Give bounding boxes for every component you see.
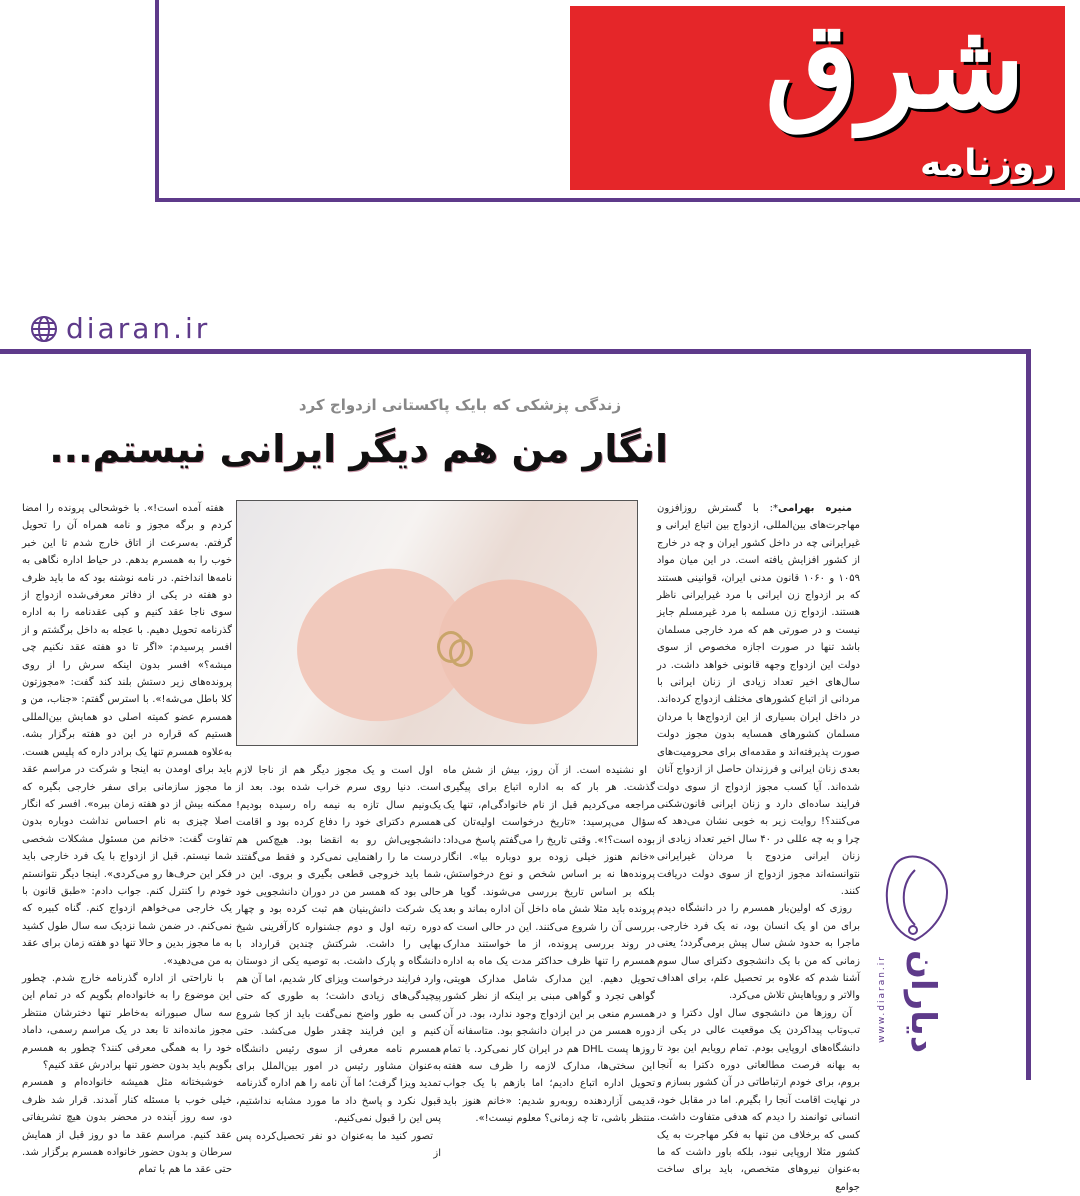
article-column-2 — [443, 762, 655, 1128]
clipping-frame-right — [1026, 349, 1031, 1080]
paragraph: *: با گسترش روزافزون مهاجرت‌های بین‌المللی، ازدواج بین اتباع ایرانی و غیرایرانی چه در داخل کشور ایران و چه در خارج از کشور افزایش یافته است. در این میان مواد ۱۰۵۹ و ۱۰۶۰ قانون مدنی ایران، قوانینی هستند که بر ازدواج زن ایرانی با مرد غیرایرانی ناظر هستند. ازدواج زن مسلمه با مرد غیرمسلم جایز نیست و در صورتی هم که مرد خارجی مسلمان باشد تنها در صورت اجازه مخصوص از سوی دولت این ازدواج وجهه قانونی خواهد داشت. در سال‌های اخیر تعداد زیادی از زنان ایرانی با مردانی از اتباع کشورهای مختلف ازدواج کرده‌اند. در داخل ایران بسیاری از این ازدواج‌ها با مردان مسلمان کشورهای همسایه بدون مجوز دولت صورت پذیرفته‌اند و مقدمه‌ای برای محرومیت‌های بعدی زنان ایرانی و فرزندان حاصل از ازدواج آنان شده‌اند. آیا کسب مجوز ازدواج از سوی دولت فرایند ساده‌ای دارد و زنان ایرانی قانون‌شکنی می‌کنند؟! روایت زیر به خوبی نشان می‌دهد که چرا و به چه عللی در ۴۰ سال اخیر تعداد زیادی از زنان ایرانی مزدوج با مردان غیرایرانی نتوانسته‌اند مجوز ازدواج از سوی دولت دریافت کنند. — [657, 503, 861, 897]
paragraph: خوشبختانه مثل همیشه خانواده‌ام و همسرم خیلی خوب با مسئله کنار آمدند. قرار شد ظرف دو، سه روز آینده در محضر بدون هیچ تشریفاتی عقد کنیم. مراسم عقد ما دو روز قبل از همایش سرطان و بدون حضور خانواده همسرم برگزار شد. حتی عقد ما هم با تمام — [22, 1077, 232, 1176]
header-frame-bottom — [155, 198, 1080, 202]
paragraph: تصور کنید ما به‌عنوان دو نفر تحصیل‌کرده پس از — [236, 1130, 441, 1159]
paragraph: با ناراحتی از اداره گذرنامه خارج شدم. چطور این موضوع را به خانواده‌ام بگویم که در تمام این سه سال صبورانه به‌خاطر تنها دخترشان منتظر مجوز مانده‌اند تا بعد در یک مراسم رسمی، داماد خود را به همگی معرفی کنند؟ چطور به همسرم بگویم باید بدون حضور تنها برادرش عقد کنیم؟ — [22, 972, 232, 1071]
watermark-url: www.diaran.ir — [877, 955, 887, 1043]
author-name: منیره بهرامی — [778, 503, 852, 514]
newspaper-logo — [570, 6, 1065, 190]
globe-icon — [30, 315, 58, 343]
article-column-3 — [236, 762, 441, 1162]
diaran-watermark — [875, 850, 955, 1070]
paragraph: او نشنیده است. از آن روز، بیش از شش ماه گذشت. هر بار که به اداره اتباع برای پیگیری مراجعه می‌کردیم قبل از نام خانوادگی‌ام، تنها یک سؤال می‌پرسید: «تاریخ درخواست اولیه‌تان کی بوده است؟!». وقتی تاریخ را می‌گفتم پاسخ می‌داد: «خانم هنوز خیلی زوده برو دوباره بیا». انگار پرونده‌ها نه بر اساس شخص و نوع درخواستش، بلکه بر اساس تاریخ بررسی می‌شوند. گویا هر پرونده باید مثلا شش ماه داخل آن اداره بماند و بعد بررسی آن را شروع می‌کنند. این در حالی است که در روند بررسی پرونده، از ما خواستند مدارک همسرم را تنها ظرف حداکثر مدت یک ماه به اداره تحویل دهیم. این مدارک شامل مدارک هویتی، گواهی تجرد و گواهی مبنی بر اینکه از نظر کشور همسرم منعی بر این ازدواج وجود ندارد، بود. در آن دوره همسر من در ایران دانشجو بود. متاسفانه آن روزها پست DHL هم در ایران کار نمی‌کرد. با تمام این سختی‌ها، مدارک لازمه را ظرف سه هفته تحویل اداره اتباع دادیم؛ اما بازهم با یک جواب قدیمی آزاردهنده روبه‌رو شدیم: «خانم هنوز باید منتظر باشی، تا چه زمانی؟ معلوم نیست!». — [443, 765, 655, 1125]
article-column-4 — [22, 500, 232, 1179]
header-frame-left — [155, 0, 159, 202]
paragraph: روزی که اولین‌بار همسرم را در دانشگاه دیدم برای من او یک انسان بود، نه یک فرد خارجی. ماجرا به حدود شش سال پیش برمی‌گردد؛ یعنی زمانی که من با یک دانشجوی دکترای سال سوم آشنا شدم که علاوه بر تحصیل علم، برای اهداف والاتر و رویاهایش تلاش می‌کرد. — [657, 903, 860, 1002]
article-photo-hands-rings — [236, 500, 638, 746]
logo-main-text: شرق — [765, 6, 1025, 136]
watermark-text: دیاران — [903, 950, 943, 1054]
article-headline: انگار من هم دیگر ایرانی نیستم... — [49, 427, 668, 471]
paragraph: اول است و یک مجوز دیگر هم از ناجا لازم است. دنیا روی سرم خراب شده بود. بعد از یک‌ونیم سال تازه به نیمه راه رسیده بودیم! همسرم دکترای خود را دفاع کرده بود و اقامت دانشجویی‌اش رو به انقضا بود. هیچ‌کس هم درست ما را راهنمایی نمی‌کرد و فقط می‌گفتند شما باید خروجی قطعی بگیری و بروی. این در حالی بود که همسر من در دوران دانشجویی خود یک شرکت دانش‌بنیان هم ثبت کرده بود و چهار دوره رتبه اول و دوم جشنواره کارآفرینی شیخ بهایی را داشت. شرکتش چندین قرارداد با دانشگاه و پارک داشت. به توصیه یکی از دوستان وارد فرایند درخواست ویزای کار شدیم، اما آن هم پیچیدگی‌های زیادی داشت؛ به طوری که حتی کسی به طور واضح نمی‌گفت باید از کجا شروع کنیم و این فرایند چقدر طول می‌کشد. حتی همسرم نامه معرفی از سوی رئیس دانشگاه به‌عنوان مشاور رئیس در امور بین‌الملل برای تمدید ویزا گرفت؛ اما آن نامه را هم اداره گذرنامه قبول نکرد و پاسخ داد ما مورد مشابه نداشتیم، پس این را قبول نمی‌کنیم. — [236, 765, 441, 1125]
paragraph: هفته آمده است!». با خوشحالی پرونده را امضا کردم و برگه مجوز و نامه همراه آن را تحویل گرفتم. به‌سرعت از اتاق خارج شدم تا این خبر خوب را به همسرم بدهم. در حیاط اداره نگاهی به نامه‌ها انداختم. در نامه نوشته بود که ما باید ظرف دو هفته در یکی از دفاتر معرفی‌شده ازدواج از سوی ناجا عقد کنیم و کپی عقدنامه را به اداره گذرنامه تحویل دهیم. با عجله به داخل برگشتم و از افسر پرسیدم: «اگر تا دو هفته عقد نکنیم چی میشه؟» افسر بدون اینکه سرش را از روی پرونده‌های زیر دستش بلند کند گفت: «مجوزتون کلا باطل می‌شه!». با استرس گفتم: «جناب، من و همسرم عضو کمیته اصلی دو همایش بین‌المللی هستیم که قراره در این دو هفته برگزار بشه. به‌علاوه همسرم تنها یک برادر داره که پلیس هست. باید برای اومدن به اینجا و شرکت در مراسم عقد ما مجوز سازمانی برای سفر خارجی بگیره که ممکنه بیش از دو هفته زمان ببره». افسر که انگار اصلا چیزی به نام احساس نداشت دوباره بدون تفاوت گفت: «خانم من مسئول مشکلات شخصی شما نیستم. قبل از ازدواج با یک فرد خارجی باید فکر این حرف‌ها رو می‌کردی». اینجا دیگر نتوانستم خودم را کنترل کنم. جواب دادم: «طبق قانون با یک خارجی می‌خواهم ازدواج کنم. گناه کبیره که نمی‌کنم. در ضمن شما نزدیک سه سال طول کشید به ما مجوز بدین و حالا تنها دو هفته زمان برای عقد به من می‌دهید». — [22, 503, 232, 967]
site-link[interactable] — [30, 312, 210, 345]
bird-logo-icon — [875, 850, 955, 950]
clipping-frame-top — [0, 349, 1031, 354]
article-subtitle: زندگی پزشکی که بایک پاکستانی ازدواج کرد — [298, 396, 622, 414]
logo-sub-text: روزنامه — [920, 143, 1055, 185]
site-label: diaran.ir — [66, 312, 211, 345]
article-column-1 — [657, 500, 860, 1196]
paragraph: آن روزها من دانشجوی سال اول دکترا و در تب‌وتاب پیداکردن یک موقعیت عالی در یکی از دانشگاه‌های اروپایی بودم. تمام رویایم این بود تا به بهانه فرصت مطالعاتی دوره دکترا به آنجا بروم، برای خودم ارتباطاتی در آن کشور بسازم و در نهایت اقامت آنجا را بگیرم. اما در مقابل خود، انسانی توانمند را دیدم که هدفی متفاوت داشت. کسی که برخلاف من تنها به فکر مهاجرت به یک کشور مثلا اروپایی نبود، بلکه باور داشت که ما به‌عنوان نیروهای متخصص، باید برای ساخت جوامع — [657, 1007, 860, 1193]
